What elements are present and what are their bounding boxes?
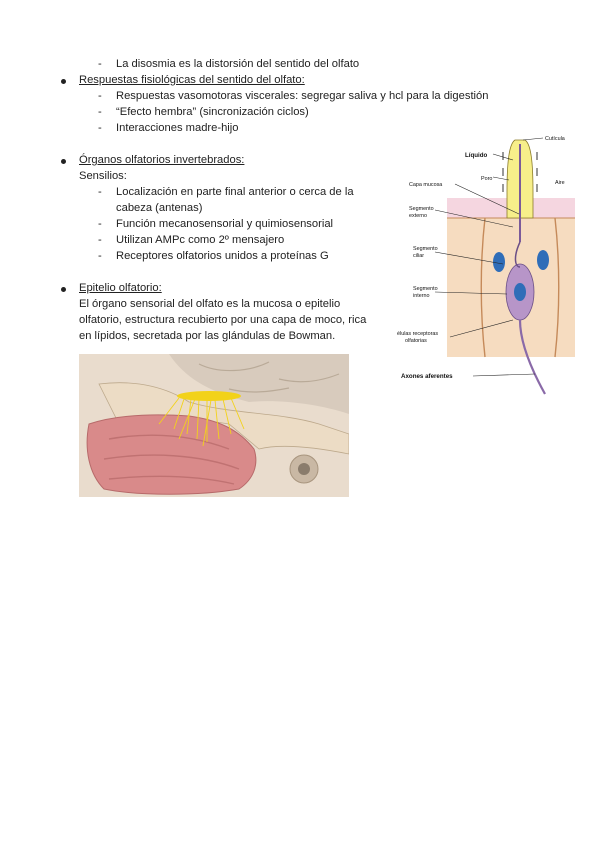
ear-canal [298,463,310,475]
list-dash: - [98,106,102,118]
leader-line [493,177,509,180]
list-item: Interacciones madre-hijo [116,122,239,134]
label-capa-mucosa: Capa mucosa [409,182,443,188]
support-nucleus [493,252,505,272]
label-segmento-ciliar-2: ciliar [413,253,425,259]
list-dash: - [98,122,102,134]
label-segmento-externo: Segmento [409,206,434,212]
list-item: Receptores olfatorios unidos a proteínas G [116,250,329,262]
list-item: Respuestas vasomotoras viscerales: segregar saliva y hcl para la digestión [116,90,489,102]
section-heading: Epitelio olfatorio: [79,282,162,294]
neuron-nucleus [514,283,526,301]
list-item: Localización en parte final anterior o cerca de la [116,186,354,198]
leader-line [473,374,535,376]
bullet-icon [61,159,66,164]
list-dash: - [98,218,102,230]
label-segmento-interno: Segmento [413,286,438,292]
label-celulas-receptoras: élulas receptoras [397,331,439,337]
bullet-icon [61,79,66,84]
label-liquido: Líquido [465,152,488,159]
label-aire: Aire [555,180,565,186]
list-dash: - [98,90,102,102]
support-nucleus [537,250,549,270]
label-segmento-interno-2: interno [413,293,430,299]
sensillum-diagram [395,132,585,397]
list-item-continuation: cabeza (antenas) [116,202,203,214]
subheading: Sensilios: [79,170,127,182]
label-segmento-ciliar: Segmento [413,246,438,252]
label-cuticula: Cutícula [545,136,565,142]
paragraph-line: El órgano sensorial del olfato es la mucosa o epitelio [79,298,341,310]
list-dash: - [98,250,102,262]
list-dash: - [98,186,102,198]
paragraph-line: olfatorio, estructura recubierto por una capa de moco, rica [79,314,367,326]
section-heading: Respuestas fisiológicas del sentido del olfato: [79,74,305,86]
section-heading: Órganos olfatorios invertebrados: [79,154,245,166]
label-poro: Poro [481,176,493,182]
label-axones-aferentes: Axones aferentes [401,373,453,380]
list-dash: - [98,234,102,246]
list-dash: - [98,58,102,70]
list-item: Función mecanosensorial y quimiosensorial [116,218,334,230]
bullet-icon [61,287,66,292]
list-item: “Efecto hembra” (sincronización ciclos) [116,106,309,118]
list-item: Utilizan AMPc como 2º mensajero [116,234,285,246]
nasal-cavity-illustration [79,354,349,497]
label-celulas-receptoras-2: olfatorias [405,338,427,344]
label-segmento-externo-2: externo [409,213,427,219]
paragraph-line: en lípidos, secretada por las glándulas de Bowman. [79,330,336,342]
list-item: La disosmia es la distorsión del sentido del olfato [116,58,360,70]
leader-line [523,138,543,140]
